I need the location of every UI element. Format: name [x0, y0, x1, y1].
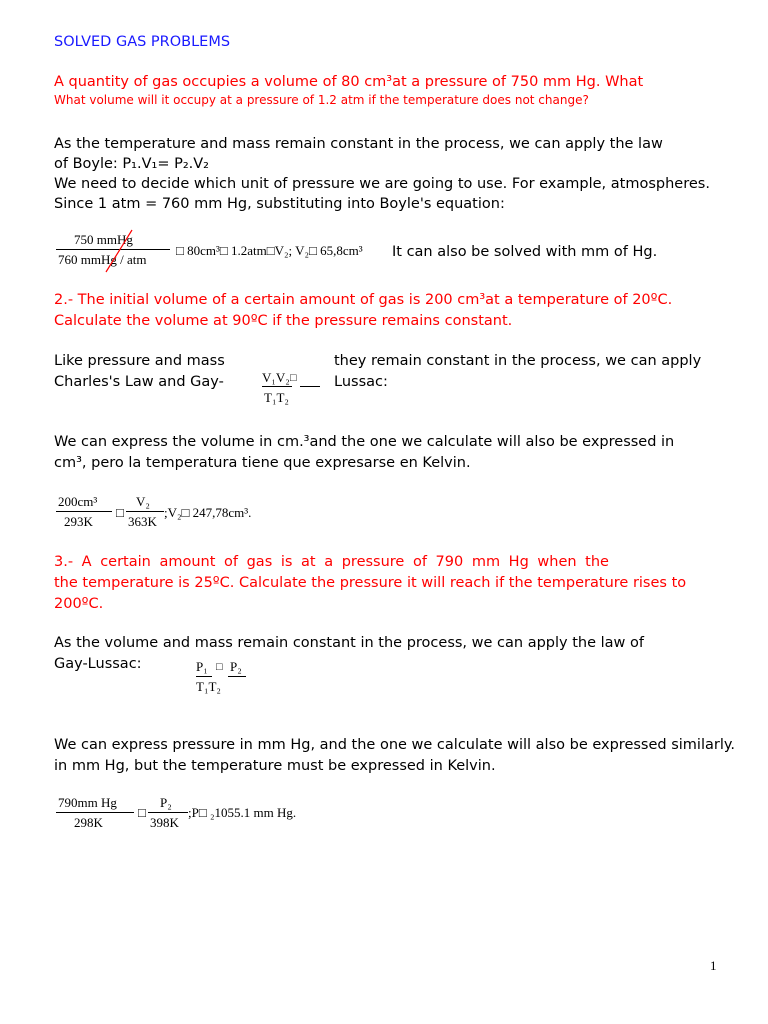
problem-3-body-line-2: in mm Hg, but the temperature must be expressed in Kelvin. — [54, 758, 496, 774]
problem-3-body-line-1: We can express pressure in mm Hg, and the one we calculate will also be expressed similarly. — [54, 737, 735, 753]
fraction-bar — [196, 676, 212, 677]
page-title: SOLVED GAS PROBLEMS — [54, 34, 231, 50]
problem-2-answer-line-2a: Charles's Law and Gay- — [54, 374, 224, 390]
fraction-bar — [228, 676, 246, 677]
gay-lussac-equation-result: ;P□ ₂1055.1 mm Hg. — [188, 805, 297, 820]
equation-denominator: 298K — [74, 815, 103, 830]
charles-equation-result: ;V₂□ 247,78cm³. — [164, 505, 252, 520]
equation-numerator: 790mm Hg — [58, 795, 117, 810]
boyle-equation-result: □ 80cm³□ 1.2atm□V₂; V₂□ 65,8cm³ — [176, 243, 363, 258]
problem-1-answer-line-2: of Boyle: P₁.V₁= P₂.V₂ — [54, 156, 209, 172]
charles-law-numerator: V₁V₂ — [262, 370, 290, 385]
problem-3-question-line-1: 3.- A certain amount of gas is at a pressure of 790 mm Hg when the — [54, 554, 609, 570]
equation-numerator: P₂ — [160, 795, 172, 810]
equation-numerator: V₂ — [136, 494, 150, 509]
equation-operator: □ — [116, 505, 124, 520]
fraction-bar — [300, 386, 320, 387]
gay-lussac-equation-fraction-1 — [56, 795, 138, 835]
problem-3-answer-line-2: Gay-Lussac: — [54, 656, 142, 672]
gay-lussac-law-fraction — [196, 659, 256, 699]
gay-lussac-denominator: T₁T₂ — [196, 679, 221, 694]
gay-lussac-numerator-1: P₁ — [196, 659, 208, 674]
equation-denominator: 398K — [150, 815, 179, 830]
fraction-bar — [56, 812, 134, 813]
problem-2-answer-line-2b: Lussac: — [334, 374, 388, 390]
equation-numerator: 200cm³ — [58, 494, 98, 509]
gay-lussac-symbol: □ — [216, 661, 223, 673]
problem-3-question-line-2: the temperature is 25ºC. Calculate the pressure it will reach if the temperature rises to — [54, 575, 687, 591]
problem-1-answer-line-3: We need to decide which unit of pressure we are going to use. For example, atmospheres. — [54, 176, 710, 192]
problem-2-body-line-2: cm³, pero la temperatura tiene que expresarse en Kelvin. — [54, 455, 471, 471]
fraction-bar — [56, 511, 112, 512]
strike-through-mark — [100, 228, 136, 276]
problem-2-question-line-1: 2.- The initial volume of a certain amount of gas is 200 cm³at a temperature of 20ºC. — [54, 292, 673, 308]
boyle-equation-note: It can also be solved with mm of Hg. — [392, 244, 658, 260]
charles-law-symbol: □ — [290, 372, 297, 384]
problem-2-body-line-1: We can express the volume in cm.³and the one we calculate will also be expressed in — [54, 434, 675, 450]
problem-2-answer-line-1b: they remain constant in the process, we can apply — [334, 353, 702, 369]
fraction-bar — [262, 386, 292, 387]
page-number: 1 — [710, 958, 717, 973]
problem-1-answer-line-1: As the temperature and mass remain constant in the process, we can apply the law — [54, 136, 663, 152]
problem-3-answer-line-1: As the volume and mass remain constant in the process, we can apply the law of — [54, 635, 644, 651]
gay-lussac-numerator-2: P₂ — [230, 659, 242, 674]
problem-1-question-line-1: A quantity of gas occupies a volume of 80 cm³at a pressure of 750 mm Hg. What — [54, 74, 644, 90]
problem-2-answer-line-1a: Like pressure and mass — [54, 353, 225, 369]
fraction-bar — [126, 511, 164, 512]
fraction-bar — [148, 812, 188, 813]
equation-numerator: 750 mmHg — [74, 232, 133, 247]
equation-denominator: 293K — [64, 514, 93, 529]
charles-law-denominator: T₁T₂ — [264, 390, 289, 405]
problem-1-question-line-2: What volume will it occupy at a pressure of 1.2 atm if the temperature does not change? — [54, 93, 589, 107]
problem-3-question-line-3: 200ºC. — [54, 596, 104, 612]
problem-1-answer-line-4: Since 1 atm = 760 mm Hg, substituting into Boyle's equation: — [54, 196, 505, 212]
equation-denominator: 363K — [128, 514, 157, 529]
charles-law-fraction — [262, 370, 326, 410]
equation-operator: □ — [138, 805, 146, 820]
problem-2-question-line-2: Calculate the volume at 90ºC if the pressure remains constant. — [54, 313, 513, 329]
equation-denominator: 760 mmHg / atm — [58, 252, 147, 267]
